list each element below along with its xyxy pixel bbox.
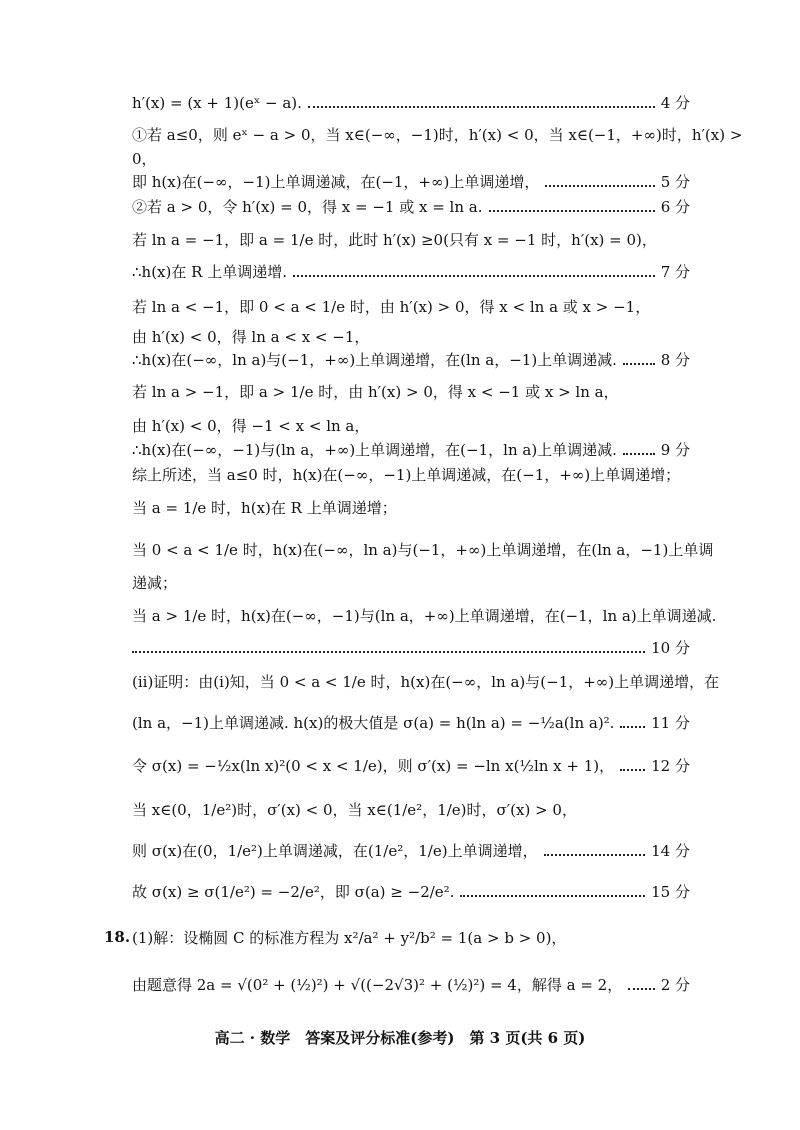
solution-line: 当 a > 1/e 时，h(x)在(−∞，−1)与(ln a，+∞)上单调递增，在(−1，ln a)上单调递减.	[132, 607, 717, 625]
score-marker: 9 分	[660, 441, 690, 459]
score-marker: 15 分	[651, 883, 690, 901]
solution-line: 当 0 < a < 1/e 时，h(x)在(−∞，ln a)与(−1，+∞)上单调递增，在(ln a，−1)上单调	[132, 541, 714, 559]
solution-line: ①若 a≤0，则 eˣ − a > 0，当 x∈(−∞，−1)时，h′(x) < 0，当 x∈(−1，+∞)时，h′(x) >	[132, 126, 743, 144]
solution-line: 当 a = 1/e 时，h(x)在 R 上单调递增；	[132, 499, 397, 517]
leader-dots	[132, 651, 645, 653]
solution-line	[132, 638, 690, 658]
score-marker: 12 分	[651, 757, 690, 775]
leader-dots	[545, 185, 654, 187]
leader-dots	[623, 363, 655, 365]
leader-dots	[489, 210, 655, 212]
score-marker: 14 分	[651, 842, 690, 860]
solution-line: ∴h(x)在(−∞，ln a)与(−1，+∞)上单调递增，在(ln a，−1)上单调递减. 8 分	[132, 351, 690, 369]
solution-line: 若 ln a < −1，即 0 < a < 1/e 时，由 h′(x) > 0，得 x < ln a 或 x > −1，	[132, 298, 651, 316]
solution-line: ∴h(x)在 R 上单调递增. 7 分	[132, 263, 690, 281]
solution-line: (ii)证明：由(i)知，当 0 < a < 1/e 时，h(x)在(−∞，ln a)与(−1，+∞)上单调递增，在	[132, 673, 720, 691]
leader-dots	[620, 769, 645, 771]
solution-line: 由 h′(x) < 0，得 ln a < x < −1，	[132, 328, 370, 346]
solution-line: ∴h(x)在(−∞，−1)与(ln a，+∞)上单调递增，在(−1，ln a)上单调递减. 9 分	[132, 441, 690, 459]
solution-line: 即 h(x)在(−∞，−1)上单调递减，在(−1，+∞)上单调递增， 5 分	[132, 173, 690, 191]
score-marker: 10 分	[651, 639, 690, 657]
solution-line: h′(x) = (x + 1)(eˣ − a). 4 分	[132, 94, 690, 112]
score-marker: 2 分	[660, 976, 690, 994]
leader-dots	[293, 275, 655, 277]
solution-line: ②若 a > 0，令 h′(x) = 0，得 x = −1 或 x = ln a. 6 分	[132, 198, 690, 216]
leader-dots	[628, 988, 654, 990]
solution-line: 当 x∈(0，1/e²)时，σ′(x) < 0，当 x∈(1/e²，1/e)时，σ′(x) > 0，	[132, 801, 577, 819]
solution-line: 若 ln a = −1，即 a = 1/e 时，此时 h′(x) ≥0(只有 x = −1 时，h′(x) = 0)，	[132, 231, 657, 249]
solution-line: 令 σ(x) = −½x(ln x)²(0 < x < 1/e)，则 σ′(x) = −ln x(½ln x + 1)， 12 分	[132, 757, 690, 775]
score-marker: 7 分	[660, 263, 690, 281]
solution-line: (1)解：设椭圆 C 的标准方程为 x²/a² + y²/b² = 1(a > b > 0)，	[132, 929, 567, 947]
leader-dots	[308, 106, 655, 108]
score-marker: 4 分	[660, 94, 690, 112]
score-marker: 11 分	[651, 714, 690, 732]
score-marker: 6 分	[660, 198, 690, 216]
solution-line: 由 h′(x) < 0，得 −1 < x < ln a，	[132, 417, 370, 435]
solution-line: 若 ln a > −1，即 a > 1/e 时，由 h′(x) > 0，得 x < −1 或 x > ln a，	[132, 383, 619, 401]
solution-line: 综上所述，当 a≤0 时，h(x)在(−∞，−1)上单调递减，在(−1，+∞)上单调递增；	[132, 466, 681, 484]
leader-dots	[544, 854, 646, 856]
score-marker: 5 分	[660, 173, 690, 191]
page-footer: 高二 · 数学 答案及评分标准(参考) 第 3 页(共 6 页)	[214, 1029, 586, 1047]
solution-line: 递减；	[132, 574, 178, 592]
solution-line: 由题意得 2a = √(0² + (½)²) + √((−2√3)² + (½)²) = 4，解得 a = 2， 2 分	[132, 976, 690, 994]
leader-dots	[460, 895, 645, 897]
solution-line: (ln a，−1)上单调递减. h(x)的极大值是 σ(a) = h(ln a) = −½a(ln a)². 11 分	[132, 714, 690, 732]
leader-dots	[623, 453, 655, 455]
solution-line: 则 σ(x)在(0，1/e²)上单调递减，在(1/e²，1/e)上单调递增， 14 分	[132, 842, 690, 860]
solution-line: 故 σ(x) ≥ σ(1/e²) = −2/e²，即 σ(a) ≥ −2/e². 15 分	[132, 883, 690, 901]
leader-dots	[620, 726, 645, 728]
score-marker: 8 分	[660, 351, 690, 369]
solution-line: 0，	[132, 150, 157, 168]
question-number: 18.	[104, 928, 131, 946]
